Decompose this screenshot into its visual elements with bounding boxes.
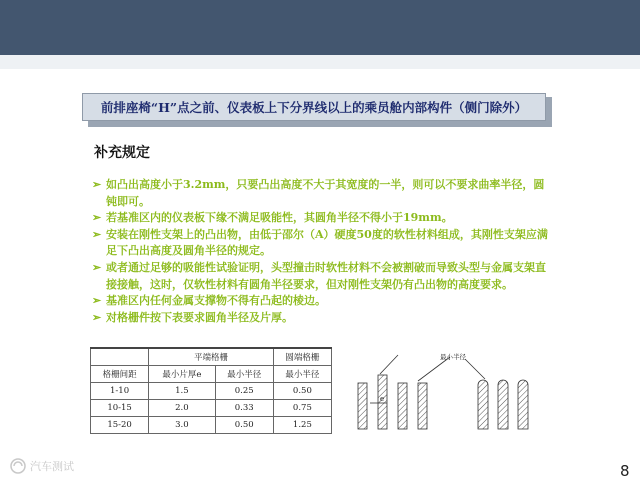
table-cell: 0.50 [273, 383, 331, 400]
table-row [91, 383, 332, 400]
table-header-round: 圆端格栅 [273, 348, 331, 366]
table-cell: 1.5 [149, 383, 215, 400]
table-cell: 0.33 [215, 400, 273, 417]
table-group-header [91, 348, 332, 366]
table-header-flat: 平端格栅 [149, 348, 274, 366]
bullet-text: 基准区内任何金属支撑物不得有凸起的棱边。 [106, 294, 326, 308]
grille-drawing [340, 345, 545, 435]
table-header-cell: 最小半径 [273, 366, 331, 383]
table-cell [91, 348, 149, 366]
brand-logo-text: 汽车测试 [30, 460, 74, 473]
title-box [82, 93, 546, 121]
arrow-bullet-icon: ➢ [92, 211, 102, 225]
min-radius-label: 最小半径 [440, 353, 466, 361]
bullet-text: 或者通过足够的吸能性试验证明，头型撞击时软性材料不会被割破而导致头型与金属支架直接接触，这时，仅软性材料有圆角半径要求，但对刚性支架仍有凸出物的高度要求。 [106, 260, 546, 291]
table-cell: 0.25 [215, 383, 273, 400]
table-cell: 10-15 [91, 400, 149, 417]
arrow-bullet-icon: ➢ [92, 178, 102, 191]
table-header-cell: 最小半径 [215, 366, 273, 383]
table-column-header [91, 366, 332, 383]
radius-arrow-icon [380, 355, 398, 374]
section-heading: 补充规定 [94, 145, 150, 161]
table-header-cell: 格栅间距 [91, 366, 149, 383]
table-cell: 2.0 [149, 400, 215, 417]
table-cell: 1-10 [91, 383, 149, 400]
table-cell: 0.50 [215, 417, 273, 434]
radius-arrow-icon [465, 359, 485, 379]
page-number: 8 [620, 462, 630, 480]
arrow-bullet-icon: ➢ [92, 294, 102, 308]
arrow-bullet-icon: ➢ [92, 227, 102, 241]
bullet-item [90, 177, 552, 210]
table-cell: 0.75 [273, 400, 331, 417]
bullet-item [90, 227, 552, 260]
thickness-label: e [380, 395, 385, 403]
bullet-text: 对格栅件按下表要求圆角半径及片厚。 [106, 310, 293, 324]
table-header-cell: 最小片厚e [149, 366, 215, 383]
bullet-item [90, 210, 552, 227]
table-cell: 15-20 [91, 417, 149, 434]
header-underline [0, 55, 640, 69]
header-bar [0, 0, 640, 55]
bullet-item [90, 310, 552, 327]
bullet-item [90, 293, 552, 310]
table-cell: 1.25 [273, 417, 331, 434]
bullet-item [90, 260, 552, 293]
flat-grille-slats [358, 375, 427, 429]
arrow-bullet-icon: ➢ [92, 260, 102, 274]
bullet-text: 如凸出高度小于3.2mm，只要凸出高度不大于其宽度的一半，则可以不要求曲率半径，圆钝即可。 [106, 178, 545, 208]
bullet-text: 若基准区内的仪表板下缘不满足吸能性，其圆角半径不得小于19mm。 [106, 211, 453, 225]
arrow-bullet-icon: ➢ [92, 310, 102, 324]
grille-table [90, 347, 332, 434]
table-row [91, 417, 332, 434]
bullet-list [90, 177, 552, 326]
table-cell: 3.0 [149, 417, 215, 434]
slide-title: 前排座椅“H”点之前、仪表板上下分界线以上的乘员舱内部构件（侧门除外） [100, 100, 528, 115]
table-row [91, 400, 332, 417]
bullet-text: 安装在刚性支架上的凸出物，由低于邵尔（A）硬度50度的软性材料组成，其刚性支架应满足下凸出高度及圆角半径的规定。 [106, 227, 548, 258]
round-grille-slats [478, 380, 528, 429]
